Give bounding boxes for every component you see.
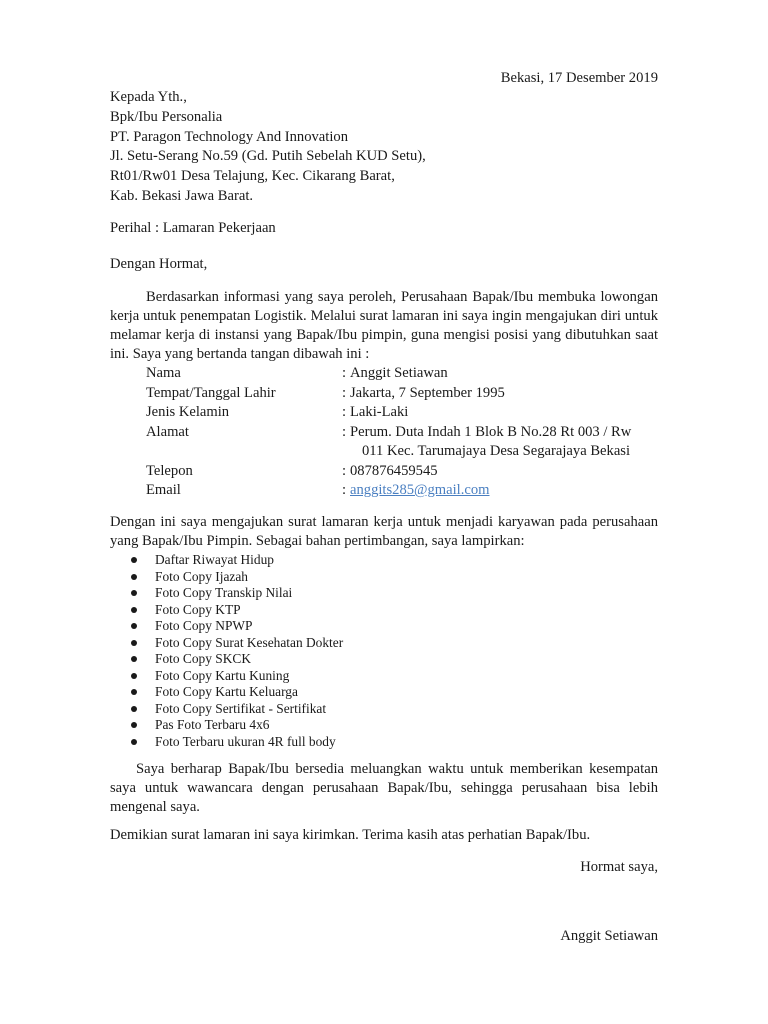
- detail-row-birth: [146, 384, 631, 404]
- detail-row-address-cont: [146, 442, 631, 462]
- detail-colon: :: [342, 365, 347, 381]
- email-link[interactable]: anggits285@gmail.com: [350, 482, 490, 498]
- recipient-line: Jl. Setu-Serang No.59 (Gd. Putih Sebelah KUD Setu),: [110, 148, 426, 165]
- detail-label: Nama: [146, 365, 181, 381]
- list-item: Foto Copy SKCK: [129, 651, 343, 668]
- letter-greeting: Dengan Hormat,: [110, 256, 208, 272]
- detail-value: Laki-Laki: [350, 404, 409, 420]
- intro-paragraph: [110, 288, 658, 364]
- bullet-icon: [131, 673, 137, 679]
- closing-paragraph: Demikian surat lamaran ini saya kirimkan. Terima kasih atas perhatian Bapak/Ibu.: [110, 827, 591, 843]
- list-item: Foto Copy NPWP: [129, 618, 343, 635]
- attachment-list: [129, 552, 343, 750]
- list-item: Foto Copy Sertifikat - Sertifikat: [129, 701, 343, 718]
- bullet-icon: [131, 640, 137, 646]
- list-item: Foto Copy Kartu Keluarga: [129, 684, 343, 701]
- list-item: Daftar Riwayat Hidup: [129, 552, 343, 569]
- detail-colon: :: [342, 384, 347, 401]
- detail-value: Perum. Duta Indah 1 Blok B No.28 Rt 003 / Rw: [350, 423, 632, 440]
- recipient-line: Rt01/Rw01 Desa Telajung, Kec. Cikarang Barat,: [110, 168, 395, 185]
- detail-label: Tempat/Tanggal Lahir: [146, 384, 276, 401]
- bullet-icon: [131, 722, 137, 728]
- attachment-intro-paragraph: Dengan ini saya mengajukan surat lamaran kerja untuk menjadi karyawan pada perusahaan yang Bapak/Ibu Pimpin. Sebagai bahan pertimbangan, saya lampirkan:: [110, 514, 658, 549]
- letter-date: Bekasi, 17 Desember 2019: [500, 70, 658, 86]
- list-item: Foto Copy KTP: [129, 602, 343, 619]
- signer-name: Anggit Setiawan: [560, 928, 658, 944]
- bullet-icon: [131, 656, 137, 662]
- detail-label: Email: [146, 482, 181, 498]
- detail-colon: :: [342, 423, 347, 440]
- list-item: Foto Copy Ijazah: [129, 569, 343, 586]
- bullet-icon: [131, 574, 137, 580]
- recipient-line: PT. Paragon Technology And Innovation: [110, 128, 348, 145]
- detail-row-email: [146, 481, 631, 501]
- detail-label: Alamat: [146, 423, 189, 440]
- applicant-details: [146, 364, 631, 501]
- detail-colon: :: [342, 462, 347, 479]
- detail-label: Telepon: [146, 462, 193, 479]
- detail-row-phone: [146, 462, 631, 482]
- detail-value-continued: 011 Kec. Tarumajaya Desa Segarajaya Bekasi: [362, 443, 631, 459]
- bullet-icon: [131, 607, 137, 613]
- bullet-icon: [131, 590, 137, 596]
- detail-row-gender: [146, 403, 631, 423]
- detail-row-address: [146, 423, 631, 443]
- bullet-icon: [131, 689, 137, 695]
- letter-subject: Perihal : Lamaran Pekerjaan: [110, 220, 276, 236]
- closing-salutation: Hormat saya,: [580, 859, 658, 875]
- detail-value: 087876459545: [350, 462, 438, 479]
- detail-value: Anggit Setiawan: [350, 365, 448, 381]
- list-item: Foto Copy Transkip Nilai: [129, 585, 343, 602]
- recipient-address: [110, 88, 426, 207]
- list-item: Foto Copy Kartu Kuning: [129, 668, 343, 685]
- list-item: Foto Terbaru ukuran 4R full body: [129, 734, 343, 751]
- hope-text: Saya berharap Bapak/Ibu bersedia meluangkan waktu untuk memberikan kesempatan saya untuk wawancara dengan perusahaan Bapak/Ibu, sehingga perusahaan bisa lebih mengenal saya.: [110, 761, 658, 815]
- intro-text: Berdasarkan informasi yang saya peroleh, Perusahaan Bapak/Ibu membuka lowongan kerja untuk penempatan Logistik. Melalui surat lamaran ini saya ingin mengajukan diri untuk melamar kerja di instansi yang Bapak/Ibu pimpin, guna mengisi posisi yang dibutuhkan saat ini. Saya yang bertanda tangan dibawah ini :: [110, 289, 658, 362]
- list-item: Foto Copy Surat Kesehatan Dokter: [129, 635, 343, 652]
- detail-colon: :: [342, 482, 347, 498]
- detail-row-name: [146, 364, 631, 384]
- bullet-icon: [131, 739, 137, 745]
- detail-label: Jenis Kelamin: [146, 404, 230, 420]
- hope-paragraph: [110, 760, 658, 817]
- bullet-icon: [131, 623, 137, 629]
- recipient-line: Bpk/Ibu Personalia: [110, 108, 223, 125]
- detail-value: Jakarta, 7 September 1995: [350, 384, 505, 401]
- bullet-icon: [131, 557, 137, 563]
- list-item: Pas Foto Terbaru 4x6: [129, 717, 343, 734]
- recipient-line: Kepada Yth.,: [110, 89, 187, 105]
- detail-colon: :: [342, 404, 347, 420]
- recipient-line: Kab. Bekasi Jawa Barat.: [110, 187, 254, 204]
- bullet-icon: [131, 706, 137, 712]
